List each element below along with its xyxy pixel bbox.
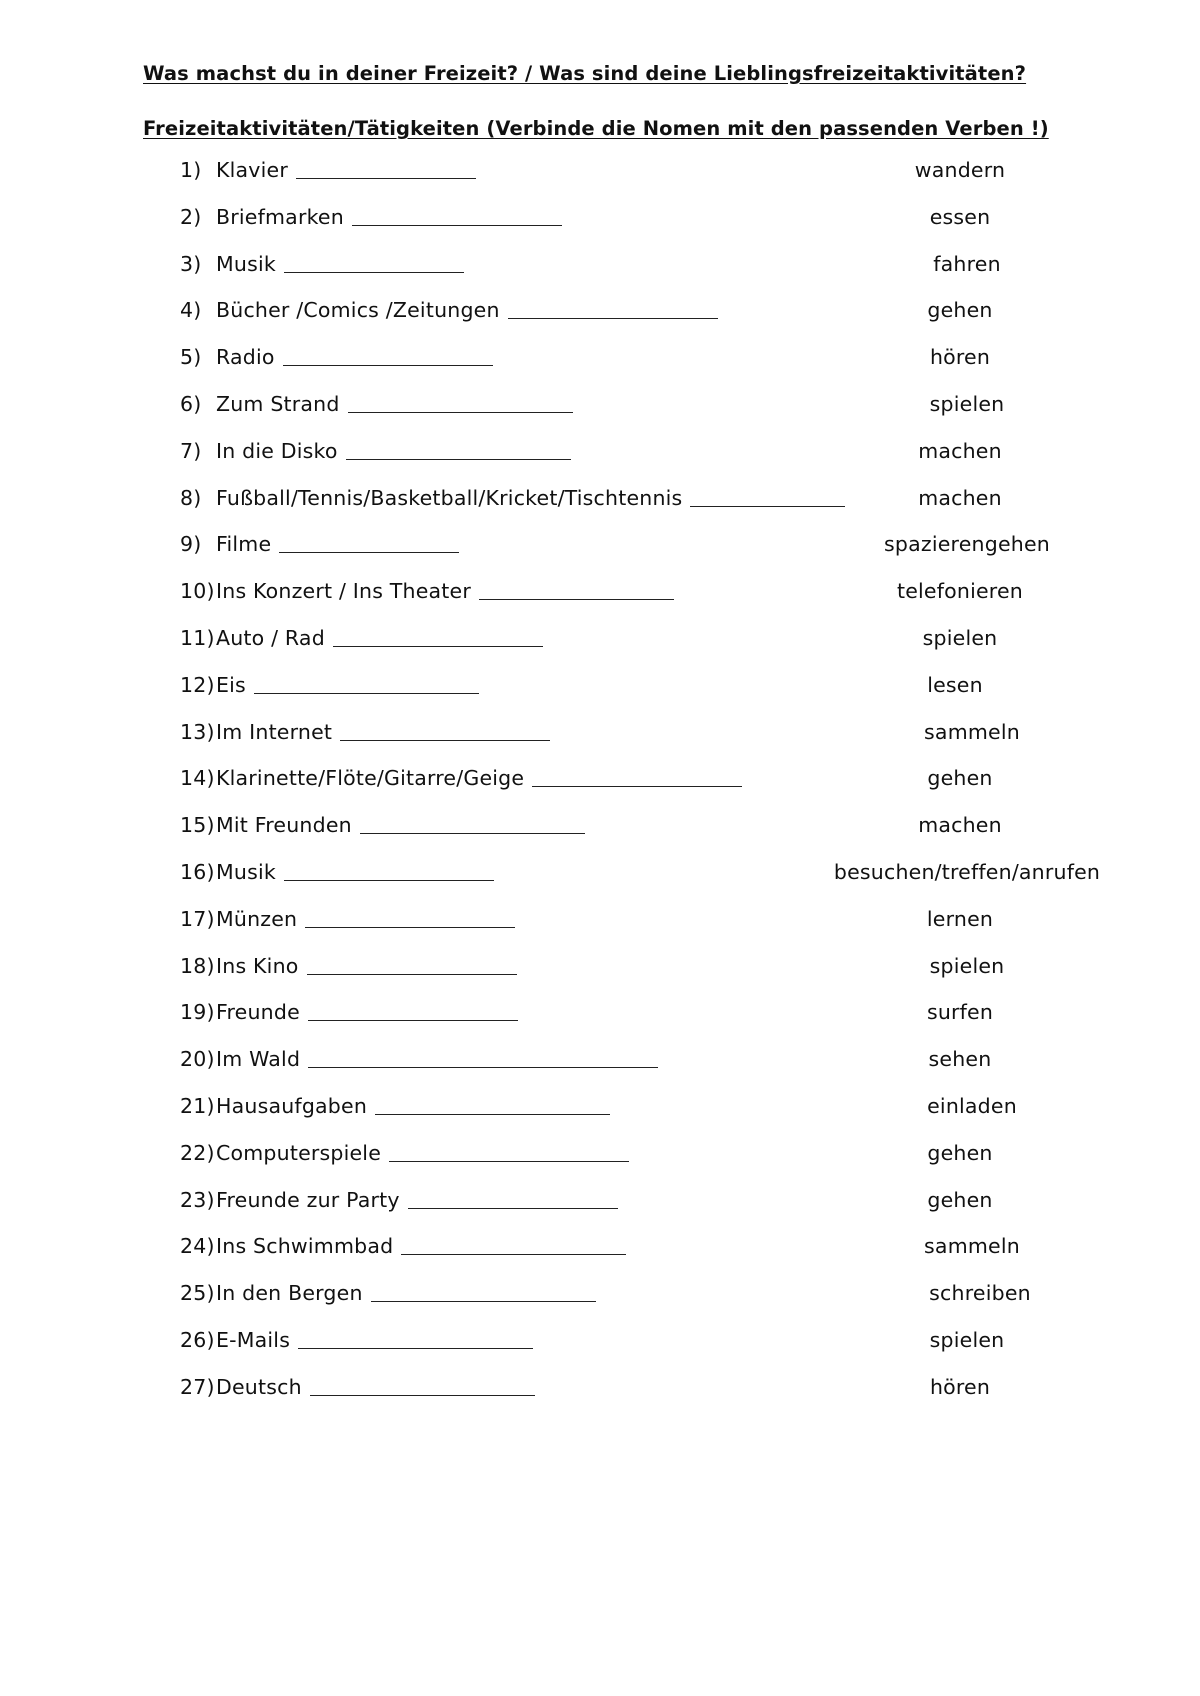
item-noun: Hausaufgaben xyxy=(216,1094,368,1118)
answer-blank[interactable] xyxy=(283,347,493,366)
item-noun: Freunde zur Party xyxy=(216,1187,400,1212)
noun-item xyxy=(180,576,674,606)
verb-item: spielen xyxy=(929,392,1005,416)
answer-blank[interactable] xyxy=(305,909,515,928)
item-number: 8) xyxy=(180,485,202,510)
noun-item xyxy=(180,670,479,700)
verb-item: einladen xyxy=(927,1094,1017,1118)
answer-blank[interactable] xyxy=(532,768,742,787)
answer-blank[interactable] xyxy=(408,1190,618,1209)
verb-item: spazierengehen xyxy=(884,532,1050,557)
item-noun: In die Disko xyxy=(216,438,338,463)
verb-item: besuchen/treffen/anrufen xyxy=(833,860,1101,884)
noun-item xyxy=(180,342,493,372)
item-number: 23) xyxy=(180,1187,215,1212)
verb-item: machen xyxy=(918,485,1002,510)
answer-blank[interactable] xyxy=(346,441,571,460)
answer-blank[interactable] xyxy=(310,1377,535,1396)
verb-item: wandern xyxy=(914,158,1006,182)
item-number: 2) xyxy=(180,204,202,229)
item-number: 22) xyxy=(180,1140,215,1165)
item-noun: Im Internet xyxy=(216,719,333,744)
item-number: 1) xyxy=(180,158,202,182)
answer-blank[interactable] xyxy=(308,1049,658,1068)
answer-blank[interactable] xyxy=(284,254,464,273)
item-number: 9) xyxy=(180,532,202,557)
answer-blank[interactable] xyxy=(389,1143,629,1162)
item-noun: Ins Schwimmbad xyxy=(216,1234,394,1259)
item-number: 27) xyxy=(180,1374,215,1399)
noun-item xyxy=(180,1091,610,1121)
verb-item: spielen xyxy=(929,1328,1005,1352)
item-noun: E-Mails xyxy=(216,1328,291,1352)
noun-item xyxy=(180,202,562,232)
noun-item xyxy=(180,1372,535,1402)
item-number: 15) xyxy=(180,813,215,838)
item-number: 6) xyxy=(180,392,202,416)
noun-item xyxy=(180,1278,596,1308)
item-number: 7) xyxy=(180,438,202,463)
item-noun: Zum Strand xyxy=(216,392,340,416)
item-noun: Musik xyxy=(216,860,276,884)
verb-item: gehen xyxy=(927,1140,993,1165)
worksheet-title: Was machst du in deiner Freizeit? / Was sind deine Lieblingsfreizeitaktivitäten? xyxy=(143,62,1027,85)
verb-item: fahren xyxy=(933,251,1001,276)
item-noun: Musik xyxy=(216,251,276,276)
answer-blank[interactable] xyxy=(401,1236,626,1255)
noun-item xyxy=(180,389,573,419)
answer-blank[interactable] xyxy=(690,488,845,507)
item-number: 14) xyxy=(180,766,215,791)
item-number: 10) xyxy=(180,579,215,604)
item-noun: Eis xyxy=(216,672,246,697)
noun-item xyxy=(180,529,459,559)
answer-blank[interactable] xyxy=(479,581,674,600)
verb-item: hören xyxy=(929,1374,991,1399)
verb-item: spielen xyxy=(922,626,998,650)
item-number: 5) xyxy=(180,345,202,370)
noun-item xyxy=(180,295,718,325)
item-number: 16) xyxy=(180,860,215,884)
answer-blank[interactable] xyxy=(371,1283,596,1302)
noun-item xyxy=(180,1138,629,1168)
answer-blank[interactable] xyxy=(284,862,494,881)
noun-item xyxy=(180,1185,618,1215)
item-noun: In den Bergen xyxy=(216,1281,363,1306)
noun-item xyxy=(180,1231,626,1261)
verb-item: sehen xyxy=(928,1047,992,1072)
item-noun: Ins Kino xyxy=(216,953,299,978)
answer-blank[interactable] xyxy=(296,160,476,179)
noun-item xyxy=(180,997,518,1027)
noun-item xyxy=(180,951,517,981)
noun-item xyxy=(180,717,550,747)
verb-item: sammeln xyxy=(924,719,1020,744)
verb-item: machen xyxy=(918,813,1002,838)
verb-item: gehen xyxy=(927,1187,993,1212)
item-number: 24) xyxy=(180,1234,215,1259)
item-noun: Im Wald xyxy=(216,1047,301,1072)
item-noun: Computerspiele xyxy=(216,1140,382,1165)
answer-blank[interactable] xyxy=(508,300,718,319)
item-noun: Fußball/Tennis/Basketball/Kricket/Tischtennis xyxy=(216,485,683,510)
verb-item: gehen xyxy=(927,298,993,323)
item-number: 4) xyxy=(180,298,202,323)
noun-item xyxy=(180,763,742,793)
verb-item: essen xyxy=(929,204,991,229)
item-noun: Klavier xyxy=(216,158,288,182)
answer-blank[interactable] xyxy=(279,534,459,553)
item-noun: Ins Konzert / Ins Theater xyxy=(216,579,471,604)
verb-item: lesen xyxy=(927,672,983,697)
item-noun: Briefmarken xyxy=(216,204,344,229)
item-number: 20) xyxy=(180,1047,215,1072)
answer-blank[interactable] xyxy=(340,722,550,741)
noun-item xyxy=(180,249,464,279)
verb-item: spielen xyxy=(929,953,1005,978)
answer-blank[interactable] xyxy=(360,815,585,834)
verb-item: lernen xyxy=(926,906,994,931)
answer-blank[interactable] xyxy=(307,956,517,975)
verb-item: gehen xyxy=(927,766,993,791)
worksheet-instructions: Freizeitaktivitäten/Tätigkeiten (Verbinde die Nomen mit den passenden Verben !) xyxy=(143,117,1049,140)
item-noun: Bücher /Comics /Zeitungen xyxy=(216,298,500,323)
item-number: 17) xyxy=(180,906,215,931)
answer-blank[interactable] xyxy=(308,1002,518,1021)
answer-blank[interactable] xyxy=(375,1096,610,1115)
verb-item: sammeln xyxy=(924,1234,1020,1259)
noun-item xyxy=(180,1325,533,1355)
item-noun: Auto / Rad xyxy=(216,626,325,650)
item-number: 19) xyxy=(180,1000,215,1025)
noun-item xyxy=(180,483,845,513)
item-number: 11) xyxy=(180,626,215,650)
item-noun: Filme xyxy=(216,532,272,557)
item-number: 25) xyxy=(180,1281,215,1306)
item-number: 26) xyxy=(180,1328,215,1352)
noun-item xyxy=(180,623,543,653)
verb-item: machen xyxy=(918,438,1002,463)
answer-blank[interactable] xyxy=(352,207,562,226)
item-noun: Deutsch xyxy=(216,1374,302,1399)
answer-blank[interactable] xyxy=(333,628,543,647)
verb-item: hören xyxy=(929,345,991,370)
verb-item: schreiben xyxy=(929,1281,1031,1306)
item-noun: Mit Freunden xyxy=(216,813,352,838)
noun-item xyxy=(180,810,585,840)
item-number: 21) xyxy=(180,1094,215,1118)
noun-item xyxy=(180,857,494,887)
item-number: 18) xyxy=(180,953,215,978)
verb-item: telefonieren xyxy=(896,579,1023,604)
noun-item xyxy=(180,904,515,934)
noun-item xyxy=(180,1044,658,1074)
item-noun: Klarinette/Flöte/Gitarre/Geige xyxy=(216,766,525,791)
answer-blank[interactable] xyxy=(254,675,479,694)
answer-blank[interactable] xyxy=(348,394,573,413)
item-number: 3) xyxy=(180,251,202,276)
item-number: 13) xyxy=(180,719,215,744)
answer-blank[interactable] xyxy=(298,1330,533,1349)
noun-item xyxy=(180,436,571,466)
item-noun: Münzen xyxy=(216,906,298,931)
item-number: 12) xyxy=(180,672,215,697)
item-noun: Radio xyxy=(216,345,275,370)
verb-item: surfen xyxy=(926,1000,994,1025)
noun-item xyxy=(180,155,476,185)
item-noun: Freunde xyxy=(216,1000,300,1025)
